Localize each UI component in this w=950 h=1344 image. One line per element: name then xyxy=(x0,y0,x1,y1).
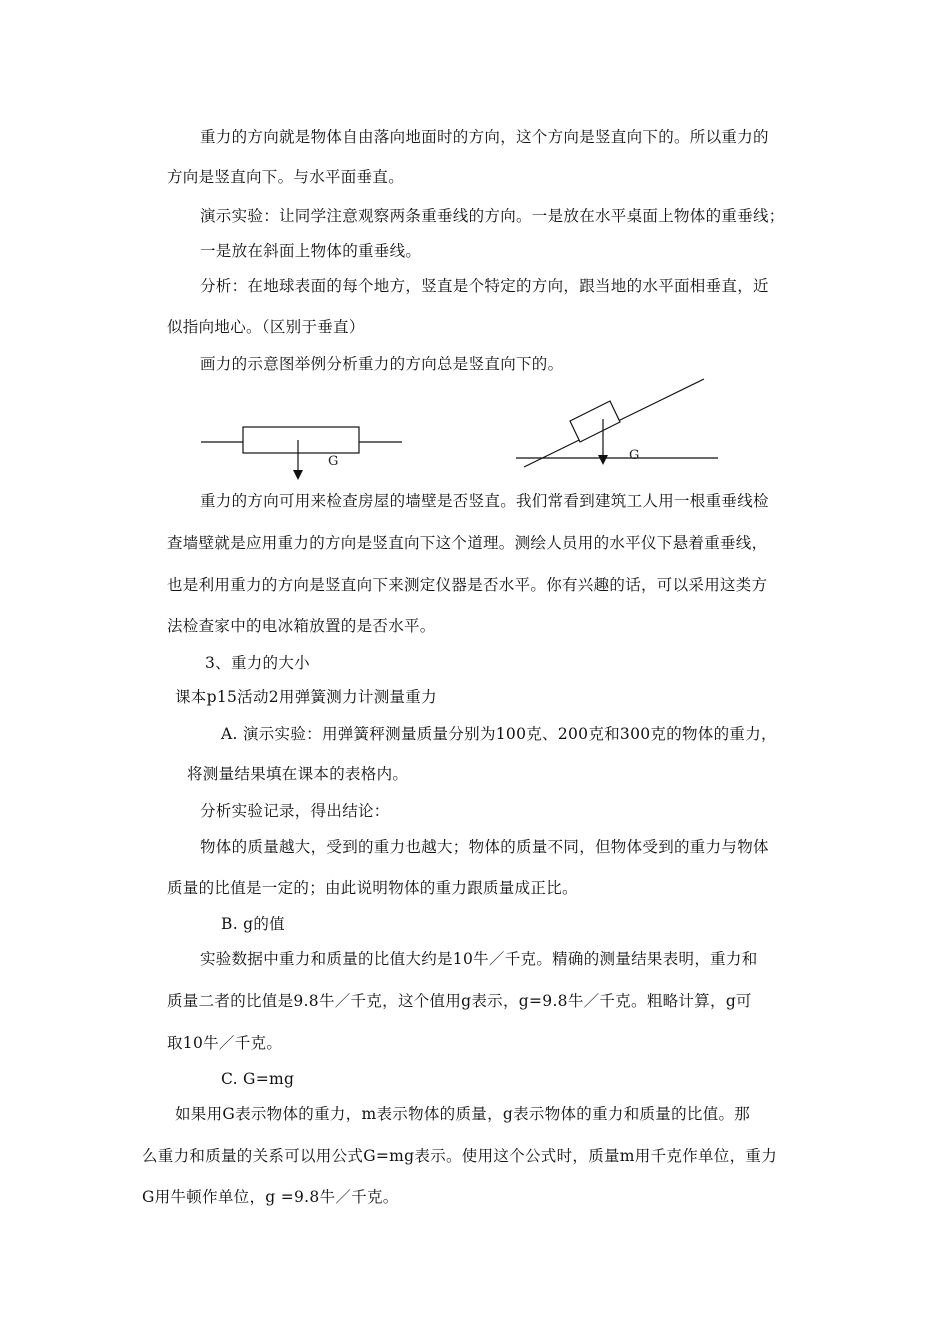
text-line: 将测量结果填在课本的表格内。 xyxy=(187,765,409,783)
text-line: 法检查家中的电冰箱放置的是否水平。 xyxy=(167,617,436,635)
text-line: 课本p15活动2用弹簧测力计测量重力 xyxy=(175,688,437,706)
text-line: 取10牛／千克。 xyxy=(167,1034,283,1052)
text-line: 么重力和质量的关系可以用公式G=mg表示。使用这个公式时，质量m用千克作单位，重力 xyxy=(142,1147,777,1165)
text-line: 实验数据中重力和质量的比值大约是10牛／千克。精确的测量结果表明，重力和 xyxy=(200,950,758,968)
text-line: 质量二者的比值是9.8牛／千克，这个值用g表示，g=9.8牛／千克。粗略计算，g可 xyxy=(167,992,752,1010)
text-line: 分析实验记录，得出结论： xyxy=(200,802,390,820)
gravity-label: G xyxy=(328,454,339,469)
text-line: 方向是竖直向下。与水平面垂直。 xyxy=(167,168,405,186)
text-line: 一是放在斜面上物体的重垂线。 xyxy=(200,242,422,260)
section-heading: 3、重力的大小 xyxy=(205,654,310,672)
gravity-arrowhead xyxy=(598,455,608,465)
text-line: 重力的方向可用来检查房屋的墙壁是否竖直。我们常看到建筑工人用一根重垂线检 xyxy=(200,492,769,510)
subsection-heading: B. g的值 xyxy=(221,915,285,933)
figure-horizontal-surface xyxy=(195,418,410,488)
text-line: 物体的质量越大，受到的重力也越大；物体的质量不同，但物体受到的重力与物体 xyxy=(200,838,769,856)
block-rect xyxy=(243,427,359,453)
text-line: 也是利用重力的方向是竖直向下来测定仪器是否水平。你有兴趣的话，可以采用这类方 xyxy=(167,576,768,594)
text-line: G用牛顿作单位，g =9.8牛／千克。 xyxy=(142,1188,399,1206)
gravity-arrowhead xyxy=(293,470,303,480)
block-on-incline xyxy=(570,401,620,442)
text-line: 如果用G表示物体的重力，m表示物体的质量，g表示物体的重力和质量的比值。那 xyxy=(175,1105,751,1123)
text-line: 查墙壁就是应用重力的方向是竖直向下这个道理。测绘人员用的水平仪下悬着重垂线， xyxy=(167,534,768,552)
text-line: 似指向地心。（区别于垂直） xyxy=(167,318,365,336)
text-line: A. 演示实验：用弹簧秤测量质量分别为100克、200克和300克的物体的重力， xyxy=(221,725,777,743)
figure-inclined-plane xyxy=(510,375,725,475)
gravity-label: G xyxy=(629,448,640,463)
text-line: 重力的方向就是物体自由落向地面时的方向，这个方向是竖直向下的。所以重力的 xyxy=(200,128,769,146)
text-line: 质量的比值是一定的；由此说明物体的重力跟质量成正比。 xyxy=(167,879,578,897)
text-line: 演示实验：让同学注意观察两条重垂线的方向。一是放在水平桌面上物体的重垂线； xyxy=(200,207,785,225)
subsection-heading: C. G=mg xyxy=(221,1070,295,1088)
text-line: 分析：在地球表面的每个地方，竖直是个特定的方向，跟当地的水平面相垂直，近 xyxy=(200,277,769,295)
text-line: 画力的示意图举例分析重力的方向总是竖直向下的。 xyxy=(200,355,564,373)
